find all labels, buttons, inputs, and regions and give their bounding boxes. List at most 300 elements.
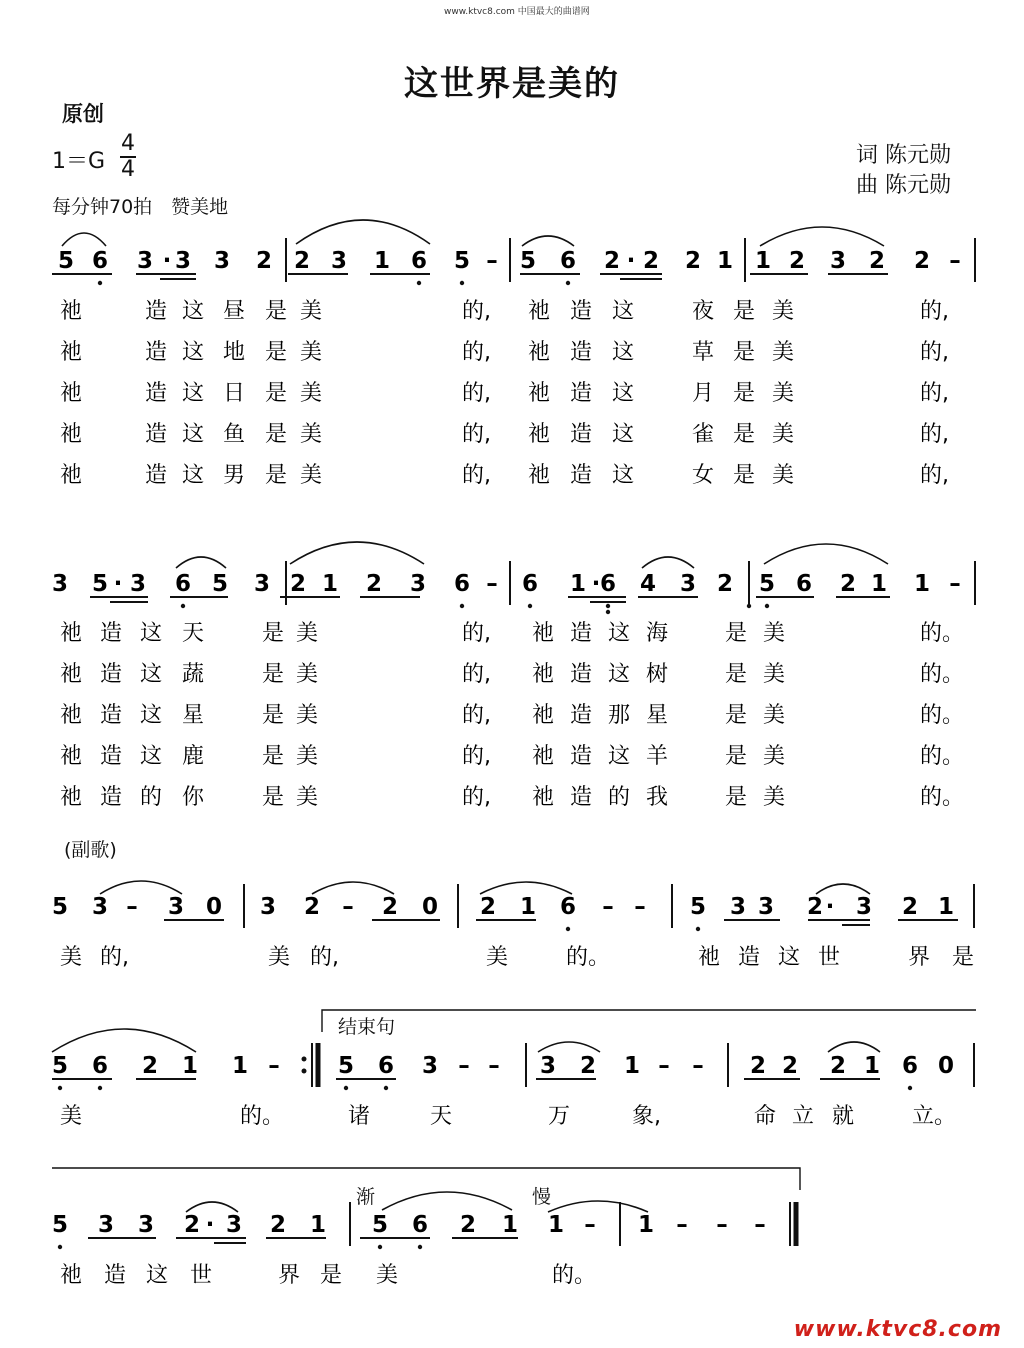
lyric-char: 的,	[462, 703, 491, 728]
octave-dot	[58, 1086, 62, 1090]
lyric-char: 星	[646, 703, 669, 728]
lyric-char: 女	[692, 463, 715, 488]
lyric-char: 是	[262, 662, 285, 687]
lyric-char: 造	[570, 621, 593, 646]
note: 1	[716, 248, 734, 274]
lyric-char: 这	[612, 463, 635, 488]
lyric-char: 这	[182, 463, 205, 488]
ritardando-mark-2: 慢	[532, 1186, 552, 1208]
lyric-char: 美	[763, 621, 786, 646]
lyric-char: 是	[733, 463, 756, 488]
note: 6	[521, 571, 539, 597]
note: 5	[91, 571, 109, 597]
lyric-char: 的,	[920, 463, 949, 488]
slur	[538, 1042, 600, 1052]
lyric-char: 美	[772, 299, 795, 324]
lyric-char: 祂	[528, 299, 551, 324]
lyric-char: 这	[140, 744, 163, 769]
octave-dot	[418, 1245, 422, 1249]
lyric-char: 是	[733, 422, 756, 447]
lyric-char: 美	[268, 945, 291, 970]
slur	[312, 882, 394, 894]
note: 1	[547, 1212, 565, 1238]
lyric-char: 美	[772, 422, 795, 447]
lyric-char: 造	[100, 785, 123, 810]
note: 6	[559, 894, 577, 920]
lyric-char: 祂	[60, 381, 83, 406]
note: 1	[913, 571, 931, 597]
lyric-char: 美	[763, 703, 786, 728]
lyric-char: 的,	[462, 744, 491, 769]
lyric-char: 地	[223, 340, 246, 365]
note: 2	[781, 1053, 799, 1079]
lyric-char: 天	[182, 621, 205, 646]
note: –	[126, 894, 138, 920]
lyric-char: 造	[145, 422, 168, 447]
lyric-char: 的,	[920, 299, 949, 324]
lyric-char: 的,	[462, 662, 491, 687]
composer-credit: 曲 陈元勋	[856, 173, 951, 198]
lyric-char: 的,	[920, 422, 949, 447]
octave-dot	[460, 604, 464, 608]
lyric-char: 是	[320, 1263, 343, 1288]
lyric-char: 美	[772, 381, 795, 406]
lyric-char: 的	[608, 785, 631, 810]
note: 2	[183, 1212, 201, 1238]
ending-label: 结束句	[338, 1016, 396, 1038]
note: 6	[599, 571, 617, 597]
octave-dot	[606, 604, 610, 608]
lyric-char: 这	[612, 422, 635, 447]
lyric-char: 这	[140, 703, 163, 728]
lyric-char: 造	[100, 662, 123, 687]
note: –	[754, 1212, 766, 1238]
slur	[186, 1202, 238, 1212]
lyric-char: 是	[733, 381, 756, 406]
lyric-char: 的,	[462, 381, 491, 406]
lyric-char: 的,	[462, 299, 491, 324]
lyric-char: 美	[763, 744, 786, 769]
lyric-char: 造	[570, 463, 593, 488]
note: –	[634, 894, 646, 920]
lyric-char: 命	[754, 1104, 777, 1129]
lyric-char: 的。	[552, 1263, 597, 1288]
lyric-char: 美	[763, 662, 786, 687]
song-title: 这世界是美的	[404, 64, 620, 104]
octave-dot	[344, 1086, 348, 1090]
lyric-char: 的,	[100, 945, 129, 970]
lyric-char: 的,	[920, 340, 949, 365]
note: 3	[330, 248, 348, 274]
note: –	[486, 248, 498, 274]
lyric-char: 的,	[462, 785, 491, 810]
lyric-char: 海	[646, 621, 669, 646]
lyric-char: 祂	[532, 744, 555, 769]
note: 6	[453, 571, 471, 597]
note: 1	[937, 894, 955, 920]
lyric-char: 美	[60, 945, 83, 970]
lyric-char: 万	[548, 1104, 571, 1129]
slur	[642, 557, 694, 568]
note: ·	[162, 248, 172, 274]
note: ·	[591, 571, 601, 597]
lyric-char: 祂	[532, 785, 555, 810]
note: 2	[479, 894, 497, 920]
lyric-char: 祂	[528, 422, 551, 447]
lyric-char: 祂	[528, 463, 551, 488]
note: 3	[136, 248, 154, 274]
note: 0	[205, 894, 223, 920]
lyric-char: 美	[296, 621, 319, 646]
note: –	[342, 894, 354, 920]
note: 6	[795, 571, 813, 597]
note: 2	[255, 248, 273, 274]
octave-dot	[747, 604, 751, 608]
note: 5	[453, 248, 471, 274]
ritardando-mark-1: 渐	[356, 1186, 376, 1208]
note: 1	[754, 248, 772, 274]
note: 5	[51, 1053, 69, 1079]
note: ·	[205, 1212, 215, 1238]
note: –	[268, 1053, 280, 1079]
lyric-char: 的。	[920, 785, 965, 810]
note: –	[488, 1053, 500, 1079]
ending-bracket	[322, 1010, 976, 1032]
octave-dot	[460, 281, 464, 285]
note: 3	[259, 894, 277, 920]
note: 3	[757, 894, 775, 920]
lyric-char: 立。	[912, 1104, 957, 1129]
lyric-char: 天	[430, 1104, 453, 1129]
note: 6	[411, 1212, 429, 1238]
note: 3	[729, 894, 747, 920]
lyric-char: 这	[612, 381, 635, 406]
slur	[290, 542, 424, 564]
note: –	[949, 571, 961, 597]
lyric-char: 祂	[60, 299, 83, 324]
note: 2	[579, 1053, 597, 1079]
note: 0	[937, 1053, 955, 1079]
note: –	[584, 1212, 596, 1238]
lyric-char: 造	[100, 621, 123, 646]
note: 2	[684, 248, 702, 274]
lyric-char: 界	[278, 1263, 301, 1288]
note: 3	[97, 1212, 115, 1238]
note: 3	[855, 894, 873, 920]
lyric-char: 美	[376, 1263, 399, 1288]
note: 3	[174, 248, 192, 274]
lyricist-credit: 词 陈元勋	[856, 143, 951, 168]
lyric-char: 的。	[920, 703, 965, 728]
lyric-char: 羊	[646, 744, 669, 769]
lyric-char: 造	[570, 662, 593, 687]
lyric-char: 祂	[60, 1263, 83, 1288]
note: –	[602, 894, 614, 920]
note: 2	[913, 248, 931, 274]
note: 1	[501, 1212, 519, 1238]
lyric-char: 造	[570, 422, 593, 447]
lyric-char: 鹿	[182, 744, 205, 769]
octave-dot	[528, 604, 532, 608]
lyric-char: 这	[612, 340, 635, 365]
note: 5	[337, 1053, 355, 1079]
note: ·	[113, 571, 123, 597]
time-sig-bottom: 4	[121, 157, 135, 182]
lyric-char: 祂	[528, 381, 551, 406]
slur	[100, 881, 182, 894]
lyric-char: 是	[265, 299, 288, 324]
lyric-char: 的。	[920, 662, 965, 687]
lyric-char: 是	[265, 463, 288, 488]
lyric-char: 是	[725, 703, 748, 728]
lyric-char: 造	[145, 340, 168, 365]
lyric-char: 美	[300, 299, 323, 324]
note: 6	[410, 248, 428, 274]
slur	[52, 1029, 196, 1052]
lyric-char: 这	[182, 422, 205, 447]
lyric-char: 造	[570, 299, 593, 324]
slur	[296, 220, 430, 244]
octave-dot	[606, 610, 610, 614]
note: 3	[225, 1212, 243, 1238]
lyric-char: 是	[952, 945, 975, 970]
note: 3	[539, 1053, 557, 1079]
note: 3	[167, 894, 185, 920]
lyric-char: 昼	[223, 299, 246, 324]
lyric-char: 的。	[240, 1104, 285, 1129]
lyric-char: 这	[140, 662, 163, 687]
note: 1	[373, 248, 391, 274]
note: ·	[825, 894, 835, 920]
lyric-char: 美	[300, 463, 323, 488]
note: 2	[365, 571, 383, 597]
note: 4	[639, 571, 657, 597]
lyric-char: 鱼	[223, 422, 246, 447]
lyric-char: 造	[145, 463, 168, 488]
lyric-char: 祂	[60, 340, 83, 365]
note: 1	[870, 571, 888, 597]
lyric-char: 男	[223, 463, 246, 488]
lyric-char: 造	[145, 381, 168, 406]
lyric-char: 美	[300, 340, 323, 365]
note: 1	[309, 1212, 327, 1238]
note: 3	[129, 571, 147, 597]
lyric-char: 是	[262, 744, 285, 769]
lyric-char: 美	[772, 463, 795, 488]
lyric-char: 美	[772, 340, 795, 365]
lyric-char: 祂	[60, 422, 83, 447]
lyric-char: 造	[570, 785, 593, 810]
note: 1	[863, 1053, 881, 1079]
note: 2	[642, 248, 660, 274]
octave-dot	[98, 1086, 102, 1090]
note: 6	[91, 248, 109, 274]
note: –	[949, 248, 961, 274]
repeat-dot	[302, 1057, 307, 1062]
note: 3	[421, 1053, 439, 1079]
lyric-char: 这	[182, 299, 205, 324]
note: 2	[901, 894, 919, 920]
note: –	[658, 1053, 670, 1079]
note: 1	[569, 571, 587, 597]
lyric-char: 是	[265, 340, 288, 365]
lyric-char: 是	[262, 621, 285, 646]
lyric-char: 美	[296, 785, 319, 810]
octave-dot	[908, 1086, 912, 1090]
lyric-char: 是	[733, 340, 756, 365]
note: 3	[51, 571, 69, 597]
lyric-char: 造	[145, 299, 168, 324]
lyric-char: 是	[725, 621, 748, 646]
lyric-char: 我	[646, 785, 669, 810]
octave-dot	[566, 927, 570, 931]
lyric-char: 造	[738, 945, 761, 970]
octave-dot	[417, 281, 421, 285]
note: 3	[137, 1212, 155, 1238]
lyric-char: 这	[608, 744, 631, 769]
lyric-char: 是	[725, 662, 748, 687]
site-header: www.ktvc8.com 中国最大的曲谱网	[444, 7, 590, 17]
lyric-char: 这	[182, 340, 205, 365]
note: 3	[253, 571, 271, 597]
lyric-char: 祂	[532, 662, 555, 687]
note: –	[676, 1212, 688, 1238]
lyric-char: 美	[296, 662, 319, 687]
note: 1	[519, 894, 537, 920]
note: 5	[689, 894, 707, 920]
time-sig-top: 4	[121, 131, 135, 156]
note: 5	[51, 894, 69, 920]
note: 1	[637, 1212, 655, 1238]
note: 6	[174, 571, 192, 597]
note: 3	[679, 571, 697, 597]
lyric-char: 世	[190, 1263, 213, 1288]
lyric-char: 是	[262, 703, 285, 728]
lyric-char: 是	[725, 744, 748, 769]
lyric-char: 这	[608, 662, 631, 687]
lyric-char: 造	[100, 744, 123, 769]
note: 6	[559, 248, 577, 274]
lyric-char: 祂	[532, 621, 555, 646]
note: –	[486, 571, 498, 597]
lyric-char: 月	[692, 381, 715, 406]
key-signature: 1＝G	[52, 149, 106, 174]
note: 2	[269, 1212, 287, 1238]
lyric-char: 蔬	[182, 662, 205, 687]
tempo-marking: 每分钟70拍 赞美地	[52, 196, 229, 218]
lyric-char: 祂	[60, 621, 83, 646]
lyric-char: 世	[818, 945, 841, 970]
lyric-char: 祂	[532, 703, 555, 728]
lyric-char: 你	[182, 785, 205, 810]
note: 1	[231, 1053, 249, 1079]
note: 2	[141, 1053, 159, 1079]
note: 3	[409, 571, 427, 597]
lyric-char: 美	[300, 422, 323, 447]
lyric-char: 是	[262, 785, 285, 810]
lyric-char: 的,	[462, 463, 491, 488]
octave-dot	[181, 604, 185, 608]
note: 3	[829, 248, 847, 274]
octave-dot	[696, 927, 700, 931]
lyric-char: 的。	[920, 744, 965, 769]
note: 5	[371, 1212, 389, 1238]
lyric-char: 的,	[462, 621, 491, 646]
lyric-char: 的,	[310, 945, 339, 970]
lyric-char: 是	[265, 381, 288, 406]
note: 2	[788, 248, 806, 274]
lyric-char: 祂	[60, 662, 83, 687]
slur	[828, 1042, 880, 1052]
lyric-char: 星	[182, 703, 205, 728]
octave-dot	[58, 1245, 62, 1249]
lyric-char: 是	[265, 422, 288, 447]
note: –	[458, 1053, 470, 1079]
lyric-char: 草	[692, 340, 715, 365]
note: 6	[91, 1053, 109, 1079]
lyric-char: 造	[570, 340, 593, 365]
lyric-char: 祂	[698, 945, 721, 970]
note: 2	[459, 1212, 477, 1238]
lyric-char: 美	[296, 744, 319, 769]
note: 2	[293, 248, 311, 274]
lyric-char: 的。	[566, 945, 611, 970]
lyric-char: 这	[608, 621, 631, 646]
coda-bracket	[52, 1168, 800, 1190]
lyric-char: 立	[792, 1104, 815, 1129]
slur	[760, 227, 884, 246]
lyric-char: 祂	[60, 744, 83, 769]
lyric-char: 这	[146, 1263, 169, 1288]
lyric-char: 祂	[528, 340, 551, 365]
lyric-char: 美	[763, 785, 786, 810]
original-label: 原创	[62, 102, 104, 126]
lyric-char: 美	[300, 381, 323, 406]
note: 3	[213, 248, 231, 274]
note: 1	[181, 1053, 199, 1079]
lyric-char: 是	[725, 785, 748, 810]
note: 5	[758, 571, 776, 597]
note: 5	[57, 248, 75, 274]
slur	[480, 882, 572, 894]
lyric-char: 美	[486, 945, 509, 970]
lyric-char: 这	[182, 381, 205, 406]
lyric-char: 造	[570, 703, 593, 728]
note: 6	[901, 1053, 919, 1079]
octave-dot	[98, 281, 102, 285]
slur	[522, 236, 574, 246]
note: 3	[91, 894, 109, 920]
note: 2	[603, 248, 621, 274]
note: 2	[839, 571, 857, 597]
note: 2	[749, 1053, 767, 1079]
lyric-char: 的。	[920, 621, 965, 646]
lyric-char: 祂	[60, 785, 83, 810]
lyric-char: 造	[570, 744, 593, 769]
note: 2	[303, 894, 321, 920]
lyric-char: 就	[832, 1104, 855, 1129]
lyric-char: 的,	[462, 422, 491, 447]
chorus-label: (副歌)	[64, 839, 117, 861]
lyric-char: 祂	[60, 703, 83, 728]
note: –	[692, 1053, 704, 1079]
lyric-char: 的,	[462, 340, 491, 365]
slur	[548, 1201, 648, 1212]
note: 2	[716, 571, 734, 597]
octave-dot	[384, 1086, 388, 1090]
lyric-char: 这	[140, 621, 163, 646]
note: ·	[626, 248, 636, 274]
